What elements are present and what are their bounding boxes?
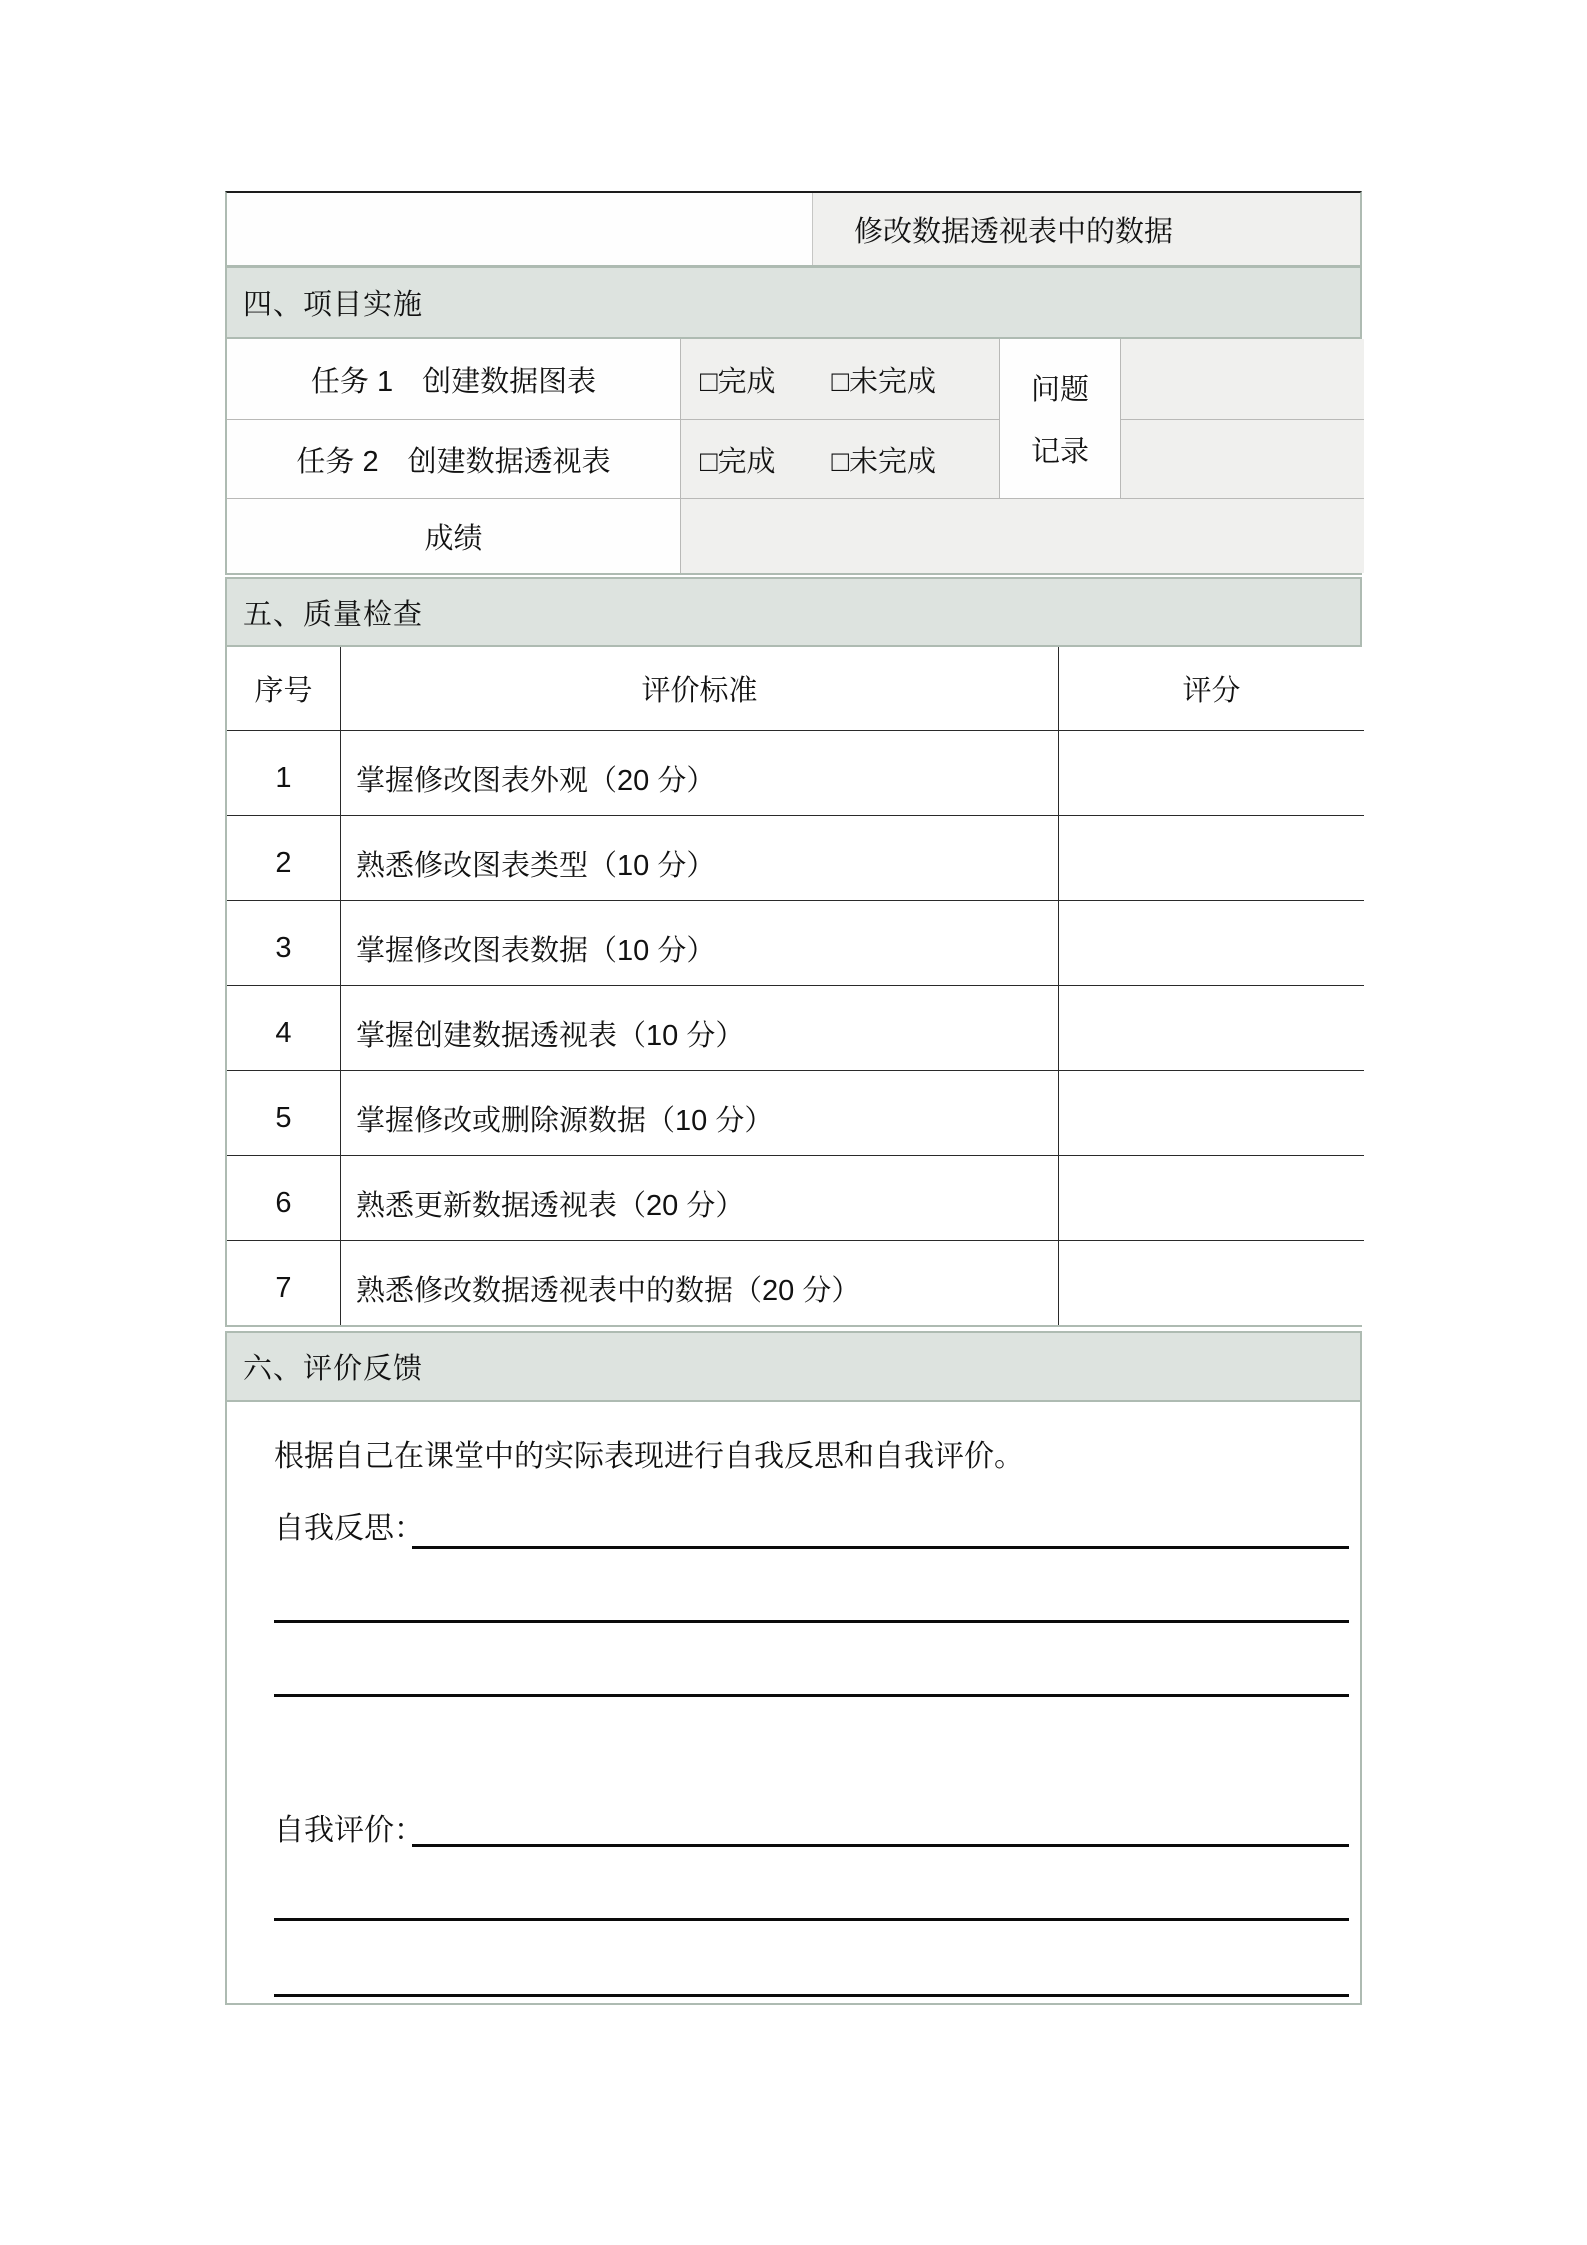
row-2-criteria-text: 熟悉修改图表类型（10 分）	[356, 849, 716, 882]
col-header-criteria-text: 评价标准	[641, 675, 758, 707]
task-2-name: 任务 2 创建数据透视表	[296, 445, 611, 478]
section-heading-project-text: 四、项目实施	[243, 289, 424, 321]
row-5-no-text: 5	[275, 1101, 292, 1134]
section-heading-project	[227, 265, 1360, 339]
row-2-criteria	[340, 815, 1058, 900]
task-2-undone-checkbox[interactable]: □未完成	[831, 445, 937, 478]
row-4-no	[227, 985, 340, 1070]
continuation-topic-text: 修改数据透视表中的数据	[854, 215, 1174, 248]
quality-grid	[227, 647, 1360, 1327]
continuation-row	[227, 193, 1360, 265]
self-evaluation-blank-line-2[interactable]	[274, 1918, 1349, 1921]
col-header-no-text: 序号	[254, 675, 313, 707]
row-5-criteria	[340, 1070, 1058, 1155]
quality-check-table	[225, 577, 1362, 1327]
self-evaluation-blank-line-1[interactable]	[412, 1844, 1349, 1847]
col-header-score	[1058, 647, 1364, 730]
continuation-empty-cell	[227, 193, 813, 265]
score-value-cell[interactable]	[680, 498, 1364, 573]
section-heading-feedback-text: 六、评价反馈	[243, 1353, 424, 1385]
tasks-grid	[227, 339, 1360, 575]
task-1-name: 任务 1 创建数据图表	[310, 365, 597, 398]
self-evaluation-blank-line-3[interactable]	[274, 1994, 1349, 1997]
row-3-criteria	[340, 900, 1058, 985]
row-6-criteria	[340, 1155, 1058, 1240]
self-evaluation-label: 自我评价：	[274, 1814, 424, 1847]
row-2-no-text: 2	[275, 846, 292, 879]
task-1-done-checkbox[interactable]: □完成	[700, 365, 776, 398]
row-5-criteria-text: 掌握修改或删除源数据（10 分）	[356, 1104, 774, 1137]
section-heading-quality-text: 五、质量检查	[243, 598, 424, 631]
row-7-criteria-text: 熟悉修改数据透视表中的数据（20 分）	[356, 1274, 861, 1307]
row-3-no-text: 3	[275, 931, 292, 964]
row-1-criteria	[340, 730, 1058, 815]
row-3-no	[227, 900, 340, 985]
feedback-instruction: 根据自己在课堂中的实际表现进行自我反思和自我评价。	[274, 1440, 1024, 1473]
continuation-topic-cell	[813, 193, 1360, 265]
row-6-criteria-text: 熟悉更新数据透视表（20 分）	[356, 1189, 745, 1222]
score-label-cell	[227, 498, 680, 573]
col-header-score-text: 评分	[1182, 675, 1241, 707]
problem-record-cell	[999, 339, 1120, 498]
row-7-no	[227, 1240, 340, 1325]
task-1-note-blank-cell[interactable]	[1120, 339, 1364, 419]
row-1-criteria-text: 掌握修改图表外观（20 分）	[356, 764, 716, 797]
row-4-criteria	[340, 985, 1058, 1070]
row-7-score-cell[interactable]	[1058, 1240, 1364, 1325]
row-6-no	[227, 1155, 340, 1240]
row-2-score-cell[interactable]	[1058, 815, 1364, 900]
self-reflection-blank-line-1[interactable]	[412, 1546, 1349, 1549]
row-2-no	[227, 815, 340, 900]
task-2-note-blank-cell[interactable]	[1120, 419, 1364, 498]
row-5-no	[227, 1070, 340, 1155]
task-2-done-checkbox[interactable]: □完成	[700, 445, 776, 478]
col-header-no	[227, 647, 340, 730]
row-5-score-cell[interactable]	[1058, 1070, 1364, 1155]
row-6-score-cell[interactable]	[1058, 1155, 1364, 1240]
self-reflection-blank-line-2[interactable]	[274, 1620, 1349, 1623]
feedback-body	[227, 1402, 1360, 2005]
self-reflection-label: 自我反思：	[274, 1512, 424, 1545]
row-7-no-text: 7	[275, 1271, 292, 1304]
task-1-status-cell	[680, 339, 999, 419]
row-4-criteria-text: 掌握创建数据透视表（10 分）	[356, 1019, 745, 1052]
section-heading-quality	[227, 577, 1360, 647]
row-1-score-cell[interactable]	[1058, 730, 1364, 815]
problem-record-line2: 记录	[1030, 435, 1089, 468]
row-3-score-cell[interactable]	[1058, 900, 1364, 985]
task-2-status-cell	[680, 419, 999, 498]
row-6-no-text: 6	[275, 1186, 292, 1219]
row-4-no-text: 4	[275, 1016, 292, 1049]
score-label: 成绩	[424, 522, 483, 555]
row-1-no-text: 1	[275, 761, 292, 794]
row-3-criteria-text: 掌握修改图表数据（10 分）	[356, 934, 716, 967]
task-2-name-cell	[227, 419, 680, 498]
col-header-criteria	[340, 647, 1058, 730]
task-1-name-cell	[227, 339, 680, 419]
project-implementation-table	[225, 191, 1362, 575]
row-7-criteria	[340, 1240, 1058, 1325]
row-1-no	[227, 730, 340, 815]
section-heading-feedback	[227, 1331, 1360, 1402]
problem-record-line1: 问题	[1030, 374, 1089, 407]
self-reflection-blank-line-3[interactable]	[274, 1694, 1349, 1697]
task-1-undone-checkbox[interactable]: □未完成	[831, 365, 937, 398]
row-4-score-cell[interactable]	[1058, 985, 1364, 1070]
feedback-table	[225, 1331, 1362, 2005]
